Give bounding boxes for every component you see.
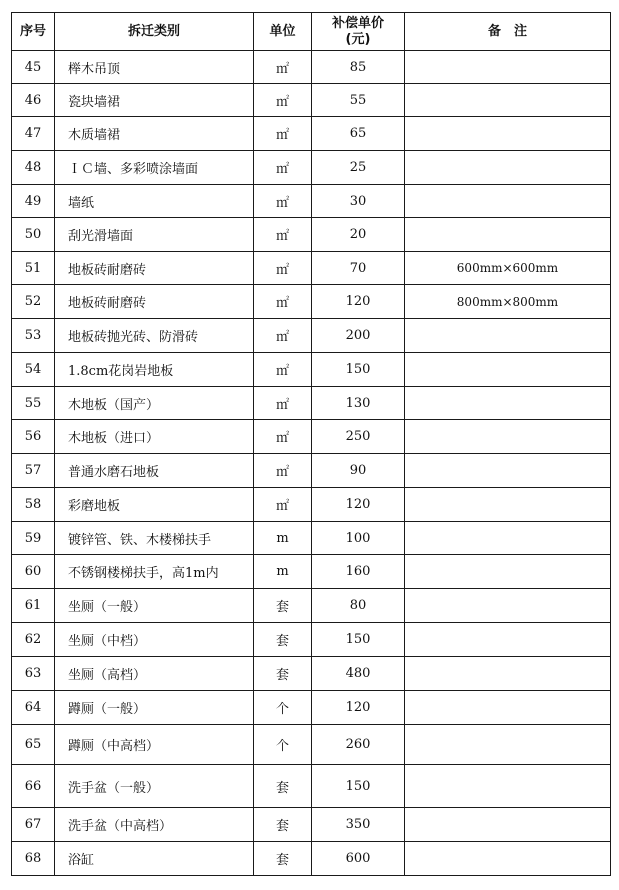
- unit-cell: m: [254, 555, 312, 589]
- unit-cell: ㎡: [254, 488, 312, 522]
- price-cell: 200: [312, 319, 405, 353]
- unit-cell: 套: [254, 808, 312, 842]
- unit-cell: 套: [254, 842, 312, 876]
- seq-cell: 56: [12, 420, 55, 454]
- price-cell: 85: [312, 51, 405, 84]
- seq-cell: 50: [12, 218, 55, 252]
- header-note: 备 注: [405, 13, 611, 51]
- note-cell: [405, 555, 611, 589]
- category-cell: ＩＣ墙、多彩喷涂墙面: [55, 151, 254, 185]
- table-row: [12, 589, 611, 623]
- price-cell: 150: [312, 765, 405, 808]
- seq-cell: 57: [12, 454, 55, 488]
- price-cell: 25: [312, 151, 405, 185]
- category-cell: 不锈钢楼梯扶手，高1m内: [55, 555, 254, 589]
- category-cell: 镀锌管、铁、木楼梯扶手: [55, 522, 254, 555]
- unit-cell: 套: [254, 589, 312, 623]
- seq-cell: 61: [12, 589, 55, 623]
- table-row: [12, 252, 611, 285]
- note-cell: 600mm×600mm: [405, 252, 611, 285]
- unit-cell: ㎡: [254, 454, 312, 488]
- seq-cell: 47: [12, 117, 55, 151]
- note-cell: [405, 522, 611, 555]
- price-cell: 120: [312, 691, 405, 725]
- table-row: [12, 353, 611, 387]
- note-cell: [405, 387, 611, 420]
- note-cell: [405, 765, 611, 808]
- header-seq: 序号: [12, 13, 55, 51]
- category-cell: 木地板（进口）: [55, 420, 254, 454]
- price-cell: 150: [312, 353, 405, 387]
- note-cell: [405, 623, 611, 657]
- table-row: [12, 842, 611, 876]
- price-cell: 150: [312, 623, 405, 657]
- category-cell: 地板砖耐磨砖: [55, 285, 254, 319]
- note-cell: 800mm×800mm: [405, 285, 611, 319]
- table-row: [12, 151, 611, 185]
- unit-cell: ㎡: [254, 185, 312, 218]
- price-cell: 160: [312, 555, 405, 589]
- seq-cell: 62: [12, 623, 55, 657]
- category-cell: 蹲厕（一般）: [55, 691, 254, 725]
- category-cell: 地板砖耐磨砖: [55, 252, 254, 285]
- note-cell: [405, 420, 611, 454]
- seq-cell: 51: [12, 252, 55, 285]
- category-cell: 洗手盆（一般）: [55, 765, 254, 808]
- price-cell: 120: [312, 488, 405, 522]
- unit-cell: ㎡: [254, 84, 312, 117]
- unit-cell: ㎡: [254, 387, 312, 420]
- unit-cell: 个: [254, 725, 312, 765]
- table-row: [12, 691, 611, 725]
- price-cell: 90: [312, 454, 405, 488]
- unit-cell: ㎡: [254, 420, 312, 454]
- unit-cell: ㎡: [254, 218, 312, 252]
- note-cell: [405, 657, 611, 691]
- category-cell: 瓷块墙裙: [55, 84, 254, 117]
- price-cell: 55: [312, 84, 405, 117]
- note-cell: [405, 808, 611, 842]
- header-price-line1: 补偿单价: [331, 15, 384, 31]
- seq-cell: 53: [12, 319, 55, 353]
- seq-cell: 54: [12, 353, 55, 387]
- category-cell: 地板砖抛光砖、防滑砖: [55, 319, 254, 353]
- table-row: [12, 51, 611, 84]
- unit-cell: ㎡: [254, 353, 312, 387]
- price-cell: 600: [312, 842, 405, 876]
- table-body: [12, 51, 611, 876]
- seq-cell: 48: [12, 151, 55, 185]
- category-cell: 彩磨地板: [55, 488, 254, 522]
- table-row: [12, 117, 611, 151]
- table-row: [12, 765, 611, 808]
- seq-cell: 68: [12, 842, 55, 876]
- price-cell: 20: [312, 218, 405, 252]
- header-category: 拆迁类别: [55, 13, 254, 51]
- seq-cell: 65: [12, 725, 55, 765]
- price-cell: 30: [312, 185, 405, 218]
- note-cell: [405, 691, 611, 725]
- category-cell: 木质墙裙: [55, 117, 254, 151]
- seq-cell: 46: [12, 84, 55, 117]
- table-row: [12, 420, 611, 454]
- category-cell: 洗手盆（中高档）: [55, 808, 254, 842]
- price-cell: 120: [312, 285, 405, 319]
- note-cell: [405, 488, 611, 522]
- seq-cell: 49: [12, 185, 55, 218]
- price-cell: 80: [312, 589, 405, 623]
- header-price: [312, 13, 405, 51]
- category-cell: 木地板（国产）: [55, 387, 254, 420]
- unit-cell: m: [254, 522, 312, 555]
- note-cell: [405, 589, 611, 623]
- price-cell: 100: [312, 522, 405, 555]
- table-row: [12, 555, 611, 589]
- seq-cell: 63: [12, 657, 55, 691]
- price-cell: 250: [312, 420, 405, 454]
- category-cell: 浴缸: [55, 842, 254, 876]
- unit-cell: ㎡: [254, 117, 312, 151]
- price-cell: 65: [312, 117, 405, 151]
- seq-cell: 59: [12, 522, 55, 555]
- unit-cell: ㎡: [254, 252, 312, 285]
- unit-cell: ㎡: [254, 151, 312, 185]
- seq-cell: 52: [12, 285, 55, 319]
- seq-cell: 55: [12, 387, 55, 420]
- note-cell: [405, 353, 611, 387]
- price-cell: 350: [312, 808, 405, 842]
- table-row: [12, 657, 611, 691]
- unit-cell: 个: [254, 691, 312, 725]
- table-row: [12, 285, 611, 319]
- table-row: [12, 725, 611, 765]
- note-cell: [405, 725, 611, 765]
- note-cell: [405, 151, 611, 185]
- note-cell: [405, 84, 611, 117]
- table-row: [12, 808, 611, 842]
- category-cell: 刮光滑墙面: [55, 218, 254, 252]
- seq-cell: 66: [12, 765, 55, 808]
- table-row: [12, 218, 611, 252]
- note-cell: [405, 842, 611, 876]
- unit-cell: ㎡: [254, 51, 312, 84]
- table-row: [12, 185, 611, 218]
- category-cell: 1.8cm花岗岩地板: [55, 353, 254, 387]
- price-cell: 70: [312, 252, 405, 285]
- header-row: [12, 13, 611, 51]
- note-cell: [405, 51, 611, 84]
- price-cell: 480: [312, 657, 405, 691]
- category-cell: 坐厕（一般）: [55, 589, 254, 623]
- table-row: [12, 454, 611, 488]
- category-cell: 普通水磨石地板: [55, 454, 254, 488]
- table-row: [12, 84, 611, 117]
- category-cell: 坐厕（中档）: [55, 623, 254, 657]
- table-row: [12, 387, 611, 420]
- header-price-line2: (元): [345, 31, 371, 47]
- note-cell: [405, 319, 611, 353]
- unit-cell: 套: [254, 623, 312, 657]
- price-cell: 260: [312, 725, 405, 765]
- unit-cell: 套: [254, 765, 312, 808]
- note-cell: [405, 218, 611, 252]
- compensation-table: [11, 12, 611, 876]
- unit-cell: ㎡: [254, 285, 312, 319]
- table-row: [12, 488, 611, 522]
- category-cell: 蹲厕（中高档）: [55, 725, 254, 765]
- category-cell: 墙纸: [55, 185, 254, 218]
- seq-cell: 64: [12, 691, 55, 725]
- seq-cell: 58: [12, 488, 55, 522]
- seq-cell: 67: [12, 808, 55, 842]
- note-cell: [405, 117, 611, 151]
- seq-cell: 45: [12, 51, 55, 84]
- note-cell: [405, 185, 611, 218]
- price-cell: 130: [312, 387, 405, 420]
- note-cell: [405, 454, 611, 488]
- category-cell: 榉木吊顶: [55, 51, 254, 84]
- header-unit: 单位: [254, 13, 312, 51]
- table-row: [12, 623, 611, 657]
- unit-cell: ㎡: [254, 319, 312, 353]
- unit-cell: 套: [254, 657, 312, 691]
- table-row: [12, 522, 611, 555]
- seq-cell: 60: [12, 555, 55, 589]
- category-cell: 坐厕（高档）: [55, 657, 254, 691]
- table-row: [12, 319, 611, 353]
